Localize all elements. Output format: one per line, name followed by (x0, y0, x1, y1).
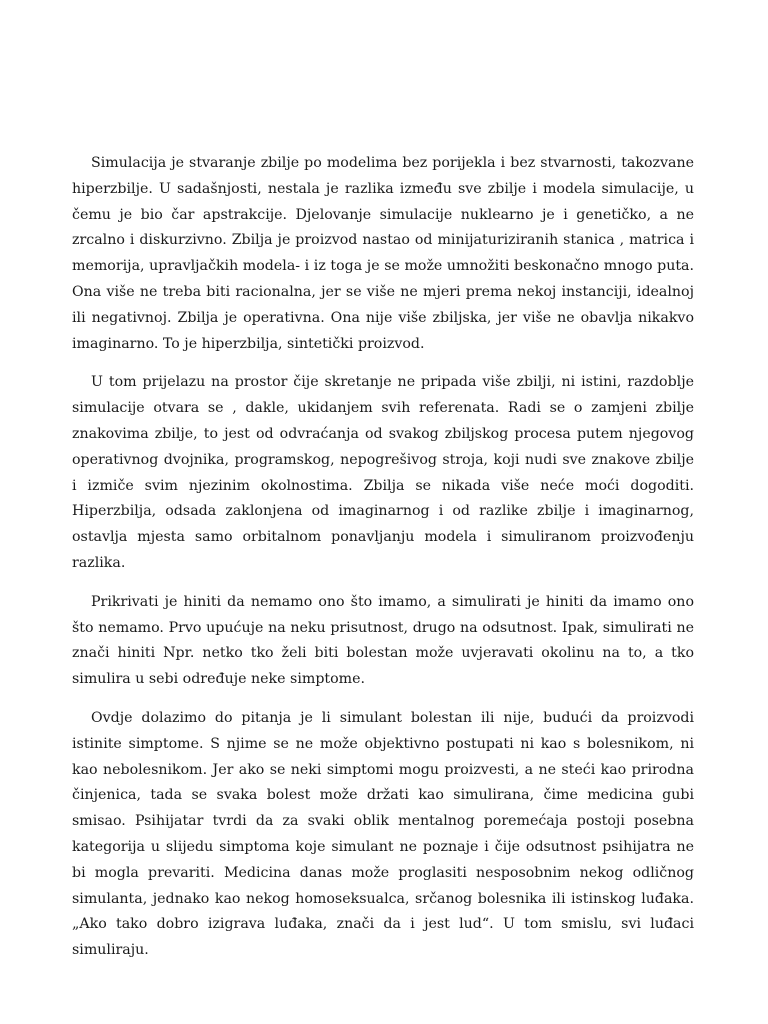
document-page (72, 151, 694, 977)
paragraph-4: Ovdje dolazimo do pitanja je li simulant bolestan ili nije, budući da proizvodi istinite simptome. S njime se ne može objektivno postupati ni kao s bolesnikom, ni kao nebolesnikom. Jer ako se neki simptomi mogu proizvesti, a ne steći kao prirodna činjenica, tada se svaka bolest može držati kao simulirana, čime medicina gubi smisao. Psihijatar tvrdi da za svaki oblik mentalnog poremećaja postoji posebna kategorija u slijedu simptoma koje simulant ne poznaje i čije odsutnost psihijatra ne bi mogla prevariti. Medicina danas može proglasiti nesposobnim nekog odličnog simulanta, jednako kao nekog homoseksualca, srčanog bolesnika ili istinskog luđaka. „Ako tako dobro izigrava luđaka, znači da i jest lud“. U tom smislu, svi luđaci simuliraju. (72, 709, 694, 959)
paragraph-3: Prikrivati je hiniti da nemamo ono što imamo, a simulirati je hiniti da imamo ono što nemamo. Prvo upućuje na neku prisutnost, drugo na odsutnost. Ipak, simulirati ne znači hiniti Npr. netko tko želi biti bolestan može uvjeravati okolinu na to, a tko simulira u sebi određuje neke simptome. (72, 593, 694, 688)
paragraph-2: U tom prijelazu na prostor čije skretanje ne pripada više zbilji, ni istini, razdoblje simulacije otvara se , dakle, ukidanjem svih referenata. Radi se o zamjeni zbilje znakovima zbilje, to jest od odvraćanja od svakog zbiljskog procesa putem njegovog operativnog dvojnika, programskog, nepogrešivog stroja, koji nudi sve znakove zbilje i izmiče svim njezinim okolnostima. Zbilja se nikada više neće moći dogoditi. Hiperzbilja, odsada zaklonjena od imaginarnog i od razlike zbilje i imaginarnog, ostavlja mjesta samo orbitalnom ponavljanju modela i simuliranom proizvođenju razlika. (72, 374, 694, 571)
paragraph-1: Simulacija je stvaranje zbilje po modelima bez porijekla i bez stvarnosti, takozvane hiperzbilje. U sadašnjosti, nestala je razlika između sve zbilje i modela simulacije, u čemu je bio čar apstrakcije. Djelovanje simulacije nuklearno je i genetičko, a ne zrcalno i diskurzivno. Zbilja je proizvod nastao od minijaturiziranih stanica , matrica i memorija, upravljačkih modela- i iz toga je se može umnožiti beskonačno mnogo puta. Ona više ne treba biti racionalna, jer se više ne mjeri prema nekoj instanciji, idealnoj ili negativnoj. Zbilja je operativna. Ona nije više zbiljska, jer više ne obavlja nikakvo imaginarno. To je hiperzbilja, sintetički proizvod. (72, 155, 694, 352)
